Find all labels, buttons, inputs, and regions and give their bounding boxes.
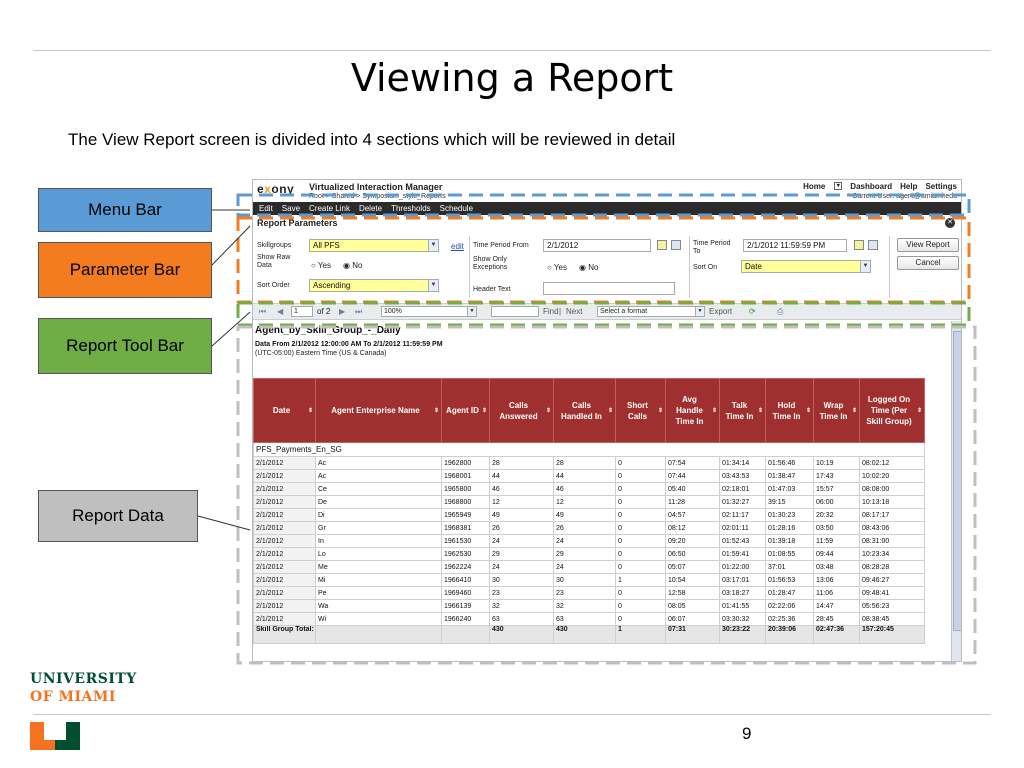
page-number-input[interactable]: 1	[291, 306, 313, 317]
table-cell: Ac	[316, 470, 442, 483]
last-page-icon[interactable]: ⏭	[355, 307, 363, 316]
table-header-row	[254, 379, 925, 443]
table-cell: 01:28:47	[766, 587, 814, 600]
table-cell: 2/1/2012	[254, 470, 316, 483]
find-link[interactable]: Find	[543, 307, 559, 316]
table-cell: 02:22:06	[766, 600, 814, 613]
parameter-bar-leader	[212, 226, 250, 265]
table-cell: 2/1/2012	[254, 613, 316, 626]
table-cell: 63	[490, 613, 554, 626]
menu-delete[interactable]: Delete	[358, 204, 383, 213]
table-cell: 2/1/2012	[254, 509, 316, 522]
table-cell: 1962224	[442, 561, 490, 574]
total-cell: 430	[490, 626, 554, 644]
table-cell: 15:57	[814, 483, 860, 496]
page-count: of 2	[317, 307, 331, 316]
menu-schedule[interactable]: Schedule	[439, 204, 474, 213]
column-header[interactable]: Wrap Time In ⇕	[814, 379, 860, 443]
sort-icon[interactable]: ⇕	[805, 407, 811, 414]
table-cell: 2/1/2012	[254, 587, 316, 600]
table-cell: 01:56:46	[766, 457, 814, 470]
table-cell: 1965949	[442, 509, 490, 522]
table-cell: 2/1/2012	[254, 574, 316, 587]
sort-order-select[interactable]: Ascending ▼	[309, 279, 439, 292]
sort-icon[interactable]: ⇕	[657, 407, 663, 414]
table-cell: 05:56:23	[860, 600, 925, 613]
table-cell: 03:50	[814, 522, 860, 535]
chevron-down-icon: ▼	[428, 280, 438, 291]
sort-on-label: Sort On	[693, 264, 718, 271]
table-cell: 23	[554, 587, 616, 600]
header-text-input[interactable]	[543, 282, 675, 295]
table-cell: 09:44	[814, 548, 860, 561]
dashboard-toggle-icon[interactable]: ▾	[834, 182, 842, 190]
param-divider	[889, 236, 890, 298]
bottom-divider	[34, 714, 990, 715]
table-cell: 29	[490, 548, 554, 561]
callout-menu-bar: Menu Bar	[38, 188, 212, 232]
table-cell: 24	[490, 561, 554, 574]
table-cell: 28	[490, 457, 554, 470]
group-name: PFS_Payments_En_SG	[254, 443, 925, 457]
table-cell: 05:40	[666, 483, 720, 496]
table-row	[254, 509, 925, 522]
table-cell: 01:22:00	[720, 561, 766, 574]
table-cell: 08:08:00	[860, 483, 925, 496]
table-cell: 2/1/2012	[254, 535, 316, 548]
table-cell: 1966240	[442, 613, 490, 626]
show-raw-yes-radio[interactable]: ○ Yes	[311, 261, 331, 270]
table-cell: De	[316, 496, 442, 509]
dashboard-link[interactable]: Dashboard	[850, 182, 893, 191]
table-cell: 13:06	[814, 574, 860, 587]
table-cell: 05:07	[666, 561, 720, 574]
table-cell: Ac	[316, 457, 442, 470]
refresh-icon[interactable]: ⟳	[749, 307, 756, 316]
table-cell: 0	[616, 457, 666, 470]
table-cell: Pe	[316, 587, 442, 600]
export-format-select[interactable]: Select a format ▼	[597, 306, 705, 317]
report-toolbar	[253, 303, 962, 320]
sort-icon[interactable]: ⇕	[545, 407, 551, 414]
table-cell: 01:47:03	[766, 483, 814, 496]
table-row	[254, 600, 925, 613]
report-data	[253, 321, 951, 662]
table-cell: 04:57	[666, 509, 720, 522]
table-cell: 01:28:16	[766, 522, 814, 535]
table-cell: 24	[490, 535, 554, 548]
table-cell: Di	[316, 509, 442, 522]
um-u-logo	[30, 722, 80, 752]
table-cell: 03:43:53	[720, 470, 766, 483]
app-name: Virtualized Interaction Manager	[309, 182, 443, 192]
table-cell: Mi	[316, 574, 442, 587]
table-cell: 63	[554, 613, 616, 626]
show-raw-data-label: Show Raw Data	[257, 254, 291, 269]
table-cell: 1962800	[442, 457, 490, 470]
table-cell: 1	[616, 574, 666, 587]
callout-report-data: Report Data	[38, 490, 198, 542]
slide-subtitle: The View Report screen is divided into 4 sections which will be reviewed in detail	[68, 130, 676, 149]
table-cell: 17:43	[814, 470, 860, 483]
table-cell: 01:39:18	[766, 535, 814, 548]
table-cell: 44	[554, 470, 616, 483]
table-row	[254, 587, 925, 600]
table-cell: 03:17:01	[720, 574, 766, 587]
table-cell: 08:05	[666, 600, 720, 613]
sort-on-select[interactable]: Date ▼	[741, 260, 871, 273]
table-cell: 24	[554, 535, 616, 548]
table-cell: 32	[554, 600, 616, 613]
table-cell: 29	[554, 548, 616, 561]
chevron-down-icon: ▼	[695, 307, 704, 316]
table-cell: 0	[616, 470, 666, 483]
table-cell: 06:50	[666, 548, 720, 561]
table-cell: 01:08:55	[766, 548, 814, 561]
total-row	[254, 626, 925, 644]
table-cell: 03:30:32	[720, 613, 766, 626]
university-wordmark-2: OF MIAMI	[30, 689, 116, 705]
table-cell: 01:52:43	[720, 535, 766, 548]
find-input[interactable]	[491, 306, 539, 317]
home-link[interactable]: Home	[803, 182, 826, 191]
next-page-icon[interactable]: ▶	[339, 307, 346, 316]
table-cell: 1968381	[442, 522, 490, 535]
table-cell: 44	[490, 470, 554, 483]
table-row	[254, 535, 925, 548]
column-header[interactable]: Calls Handled In ⇕	[554, 379, 616, 443]
table-cell: 01:32:27	[720, 496, 766, 509]
table-cell: 1962530	[442, 548, 490, 561]
toolbar-separator: |	[559, 307, 562, 316]
skillgroups-select[interactable]: All PFS ▼	[309, 239, 439, 252]
table-cell: 02:01:11	[720, 522, 766, 535]
table-cell: 08:02:12	[860, 457, 925, 470]
table-cell: 0	[616, 561, 666, 574]
group-row	[254, 443, 925, 457]
table-cell: 03:18:27	[720, 587, 766, 600]
table-cell: 08:31:00	[860, 535, 925, 548]
table-cell: 02:11:17	[720, 509, 766, 522]
slide-title: Viewing a Report	[350, 56, 674, 100]
table-cell: 49	[490, 509, 554, 522]
table-cell: 1969460	[442, 587, 490, 600]
first-page-icon[interactable]: ⏮	[259, 307, 267, 316]
sort-icon[interactable]: ⇕	[851, 407, 857, 414]
app-screenshot	[252, 179, 962, 662]
report-data-leader	[198, 516, 250, 530]
column-header[interactable]: Avg Handle Time In ⇕	[666, 379, 720, 443]
table-row	[254, 574, 925, 587]
chevron-down-icon: ▼	[428, 240, 438, 251]
total-cell	[442, 626, 490, 644]
table-cell: 14:47	[814, 600, 860, 613]
table-cell: 20:32	[814, 509, 860, 522]
table-cell: 1968001	[442, 470, 490, 483]
table-row	[254, 548, 925, 561]
table-cell: 01:38:47	[766, 470, 814, 483]
time-period-from-input[interactable]: 2/1/2012	[543, 239, 651, 252]
table-cell: 10:13:18	[860, 496, 925, 509]
sort-icon[interactable]: ⇕	[481, 407, 487, 414]
calendar-icon[interactable]	[657, 240, 667, 250]
table-cell: 11:06	[814, 587, 860, 600]
table-row	[254, 613, 925, 626]
cancel-button[interactable]: Cancel	[897, 256, 959, 270]
total-cell: 30:23:22	[720, 626, 766, 644]
table-cell: 2/1/2012	[254, 457, 316, 470]
table-cell: 46	[554, 483, 616, 496]
table-cell: 08:28:28	[860, 561, 925, 574]
sort-icon[interactable]: ⇕	[433, 407, 439, 414]
report-date-range: Data From 2/1/2012 12:00:00 AM To 2/1/2012 11:59:59 PM	[255, 341, 443, 348]
total-cell: 02:47:36	[814, 626, 860, 644]
table-cell: 23	[490, 587, 554, 600]
settings-link[interactable]: Settings	[925, 182, 957, 191]
column-header[interactable]: Hold Time In ⇕	[766, 379, 814, 443]
menu-save[interactable]: Save	[281, 204, 301, 213]
time-period-from-label: Time Period From	[473, 242, 529, 249]
table-cell: 01:30:23	[766, 509, 814, 522]
total-cell	[316, 626, 442, 644]
edit-skillgroups-link[interactable]: edit	[451, 242, 464, 251]
table-cell: 1966410	[442, 574, 490, 587]
table-cell: 07:54	[666, 457, 720, 470]
sort-order-label: Sort Order	[257, 282, 290, 289]
column-header[interactable]: Agent Enterprise Name ⇕	[316, 379, 442, 443]
table-cell: 37:01	[766, 561, 814, 574]
previous-page-icon[interactable]: ◀	[277, 307, 284, 316]
table-cell: 03:48	[814, 561, 860, 574]
total-cell: Skill Group Total:	[254, 626, 316, 644]
calendar-icon[interactable]	[854, 240, 864, 250]
report-title: Agent_by_Skill_Group_-_Daily	[255, 325, 401, 336]
total-cell: 07:31	[666, 626, 720, 644]
menu-bar	[253, 202, 962, 215]
column-header[interactable]: Short Calls ⇕	[616, 379, 666, 443]
table-cell: Me	[316, 561, 442, 574]
print-icon[interactable]: ⎙	[777, 307, 784, 316]
column-header[interactable]: Agent ID ⇕	[442, 379, 490, 443]
table-cell: In	[316, 535, 442, 548]
table-cell: 08:12	[666, 522, 720, 535]
table-cell: 0	[616, 535, 666, 548]
table-cell: 0	[616, 522, 666, 535]
table-cell: 26	[554, 522, 616, 535]
table-cell: 30	[554, 574, 616, 587]
table-cell: 24	[554, 561, 616, 574]
table-cell: Ce	[316, 483, 442, 496]
sort-icon[interactable]: ⇕	[307, 407, 313, 414]
total-cell: 1	[616, 626, 666, 644]
table-cell: 09:48:41	[860, 587, 925, 600]
university-wordmark: UNIVERSITY	[30, 671, 137, 687]
table-row	[254, 457, 925, 470]
next-link[interactable]: Next	[566, 307, 583, 316]
chevron-down-icon: ▼	[860, 261, 870, 272]
clock-icon[interactable]	[671, 240, 681, 250]
exony-logo: exony	[257, 182, 295, 196]
table-cell: 08:43:06	[860, 522, 925, 535]
clock-icon[interactable]	[868, 240, 878, 250]
menu-create-link[interactable]: Create Link	[309, 204, 350, 213]
table-cell: 28:45	[814, 613, 860, 626]
table-cell: 06:07	[666, 613, 720, 626]
top-divider	[34, 50, 990, 51]
total-cell: 430	[554, 626, 616, 644]
table-cell: 2/1/2012	[254, 483, 316, 496]
table-cell: 09:20	[666, 535, 720, 548]
sort-icon[interactable]: ⇕	[711, 407, 717, 414]
sort-icon[interactable]: ⇕	[607, 407, 613, 414]
column-header[interactable]: Logged On Time (Per Skill Group) ⇕	[860, 379, 925, 443]
table-cell: 30	[490, 574, 554, 587]
app-header	[253, 180, 962, 202]
table-cell: Wa	[316, 600, 442, 613]
time-period-to-label: Time Period To	[693, 240, 731, 255]
table-cell: 46	[490, 483, 554, 496]
table-row	[254, 522, 925, 535]
table-cell: 0	[616, 600, 666, 613]
param-divider	[469, 236, 470, 298]
report-parameters-title: Report Parameters	[257, 218, 338, 228]
total-cell: 20:39:06	[766, 626, 814, 644]
table-cell: 01:56:53	[766, 574, 814, 587]
table-cell: 11:59	[814, 535, 860, 548]
table-cell: 07:44	[666, 470, 720, 483]
table-cell: 01:34:14	[720, 457, 766, 470]
table-cell: 32	[490, 600, 554, 613]
table-cell: Lo	[316, 548, 442, 561]
report-scrollbar[interactable]	[951, 321, 962, 662]
table-row	[254, 470, 925, 483]
table-cell: 26	[490, 522, 554, 535]
callout-report-tool-bar: Report Tool Bar	[38, 318, 212, 374]
sort-icon[interactable]: ⇕	[757, 407, 763, 414]
table-cell: 1965800	[442, 483, 490, 496]
table-cell: 2/1/2012	[254, 522, 316, 535]
table-cell: 49	[554, 509, 616, 522]
table-cell: 12	[490, 496, 554, 509]
scroll-thumb[interactable]	[953, 331, 962, 631]
column-header[interactable]: Talk Time In ⇕	[720, 379, 766, 443]
table-cell: 1968800	[442, 496, 490, 509]
page-number: 9	[742, 724, 752, 743]
table-cell: 10:54	[666, 574, 720, 587]
table-cell: 10:02:20	[860, 470, 925, 483]
table-cell: Gr	[316, 522, 442, 535]
view-report-button[interactable]: View Report	[897, 238, 959, 252]
table-cell: 01:41:55	[720, 600, 766, 613]
table-cell: 08:38:45	[860, 613, 925, 626]
menu-edit[interactable]: Edit	[259, 204, 273, 213]
header-text-label: Header Text	[473, 286, 511, 293]
export-link[interactable]: Export	[709, 307, 733, 316]
exceptions-no-radio[interactable]: ◉ No	[579, 263, 599, 272]
report-timezone: (UTC-05:00) Eastern Time (US & Canada)	[255, 350, 387, 357]
table-cell: 0	[616, 548, 666, 561]
table-cell: 1966139	[442, 600, 490, 613]
table-cell: 12	[554, 496, 616, 509]
current-user: Current User: agent@umiami.edu	[852, 193, 957, 200]
top-links	[803, 182, 957, 191]
close-icon[interactable]: ✕	[945, 218, 955, 228]
table-cell: 06:00	[814, 496, 860, 509]
table-cell: 2/1/2012	[254, 496, 316, 509]
table-cell: 0	[616, 496, 666, 509]
table-cell: 0	[616, 613, 666, 626]
column-header[interactable]: Date ⇕	[254, 379, 316, 443]
time-period-to-input[interactable]: 2/1/2012 11:59:59 PM	[743, 239, 847, 252]
table-row	[254, 483, 925, 496]
exceptions-yes-radio[interactable]: ○ Yes	[547, 263, 567, 272]
table-cell: 39:15	[766, 496, 814, 509]
table-cell: 2/1/2012	[254, 600, 316, 613]
sort-icon[interactable]: ⇕	[916, 407, 922, 414]
table-cell: 10:23:34	[860, 548, 925, 561]
table-cell: 01:59:41	[720, 548, 766, 561]
table-row	[254, 561, 925, 574]
table-cell: 0	[616, 483, 666, 496]
report-tool-bar-leader	[212, 312, 250, 346]
help-link[interactable]: Help	[900, 182, 918, 191]
table-cell: 08:17:17	[860, 509, 925, 522]
table-cell: Wi	[316, 613, 442, 626]
table-cell: 2/1/2012	[254, 548, 316, 561]
table-cell: 02:18:01	[720, 483, 766, 496]
table-cell: 12:58	[666, 587, 720, 600]
table-cell: 02:25:36	[766, 613, 814, 626]
chevron-down-icon: ▼	[467, 307, 476, 316]
column-header[interactable]: Calls Answered ⇕	[490, 379, 554, 443]
table-cell: 09:46:27	[860, 574, 925, 587]
table-cell: 0	[616, 509, 666, 522]
show-only-exceptions-label: Show Only Exceptions	[473, 256, 508, 271]
param-divider	[689, 236, 690, 298]
callout-parameter-bar: Parameter Bar	[38, 242, 212, 298]
breadcrumb[interactable]: Root > Shared > Symposium_style_Reports	[309, 193, 446, 200]
total-cell: 157:20:45	[860, 626, 925, 644]
table-cell: 1961530	[442, 535, 490, 548]
table-cell: 0	[616, 587, 666, 600]
skillgroups-label: Skillgroups	[257, 242, 292, 249]
table-row	[254, 496, 925, 509]
table-cell: 11:28	[666, 496, 720, 509]
zoom-select[interactable]: 100% ▼	[381, 306, 477, 317]
table-cell: 28	[554, 457, 616, 470]
table-cell: 2/1/2012	[254, 561, 316, 574]
show-raw-no-radio[interactable]: ◉ No	[343, 261, 363, 270]
table-cell: 10:19	[814, 457, 860, 470]
report-table	[253, 378, 925, 644]
menu-thresholds[interactable]: Thresholds	[391, 204, 431, 213]
